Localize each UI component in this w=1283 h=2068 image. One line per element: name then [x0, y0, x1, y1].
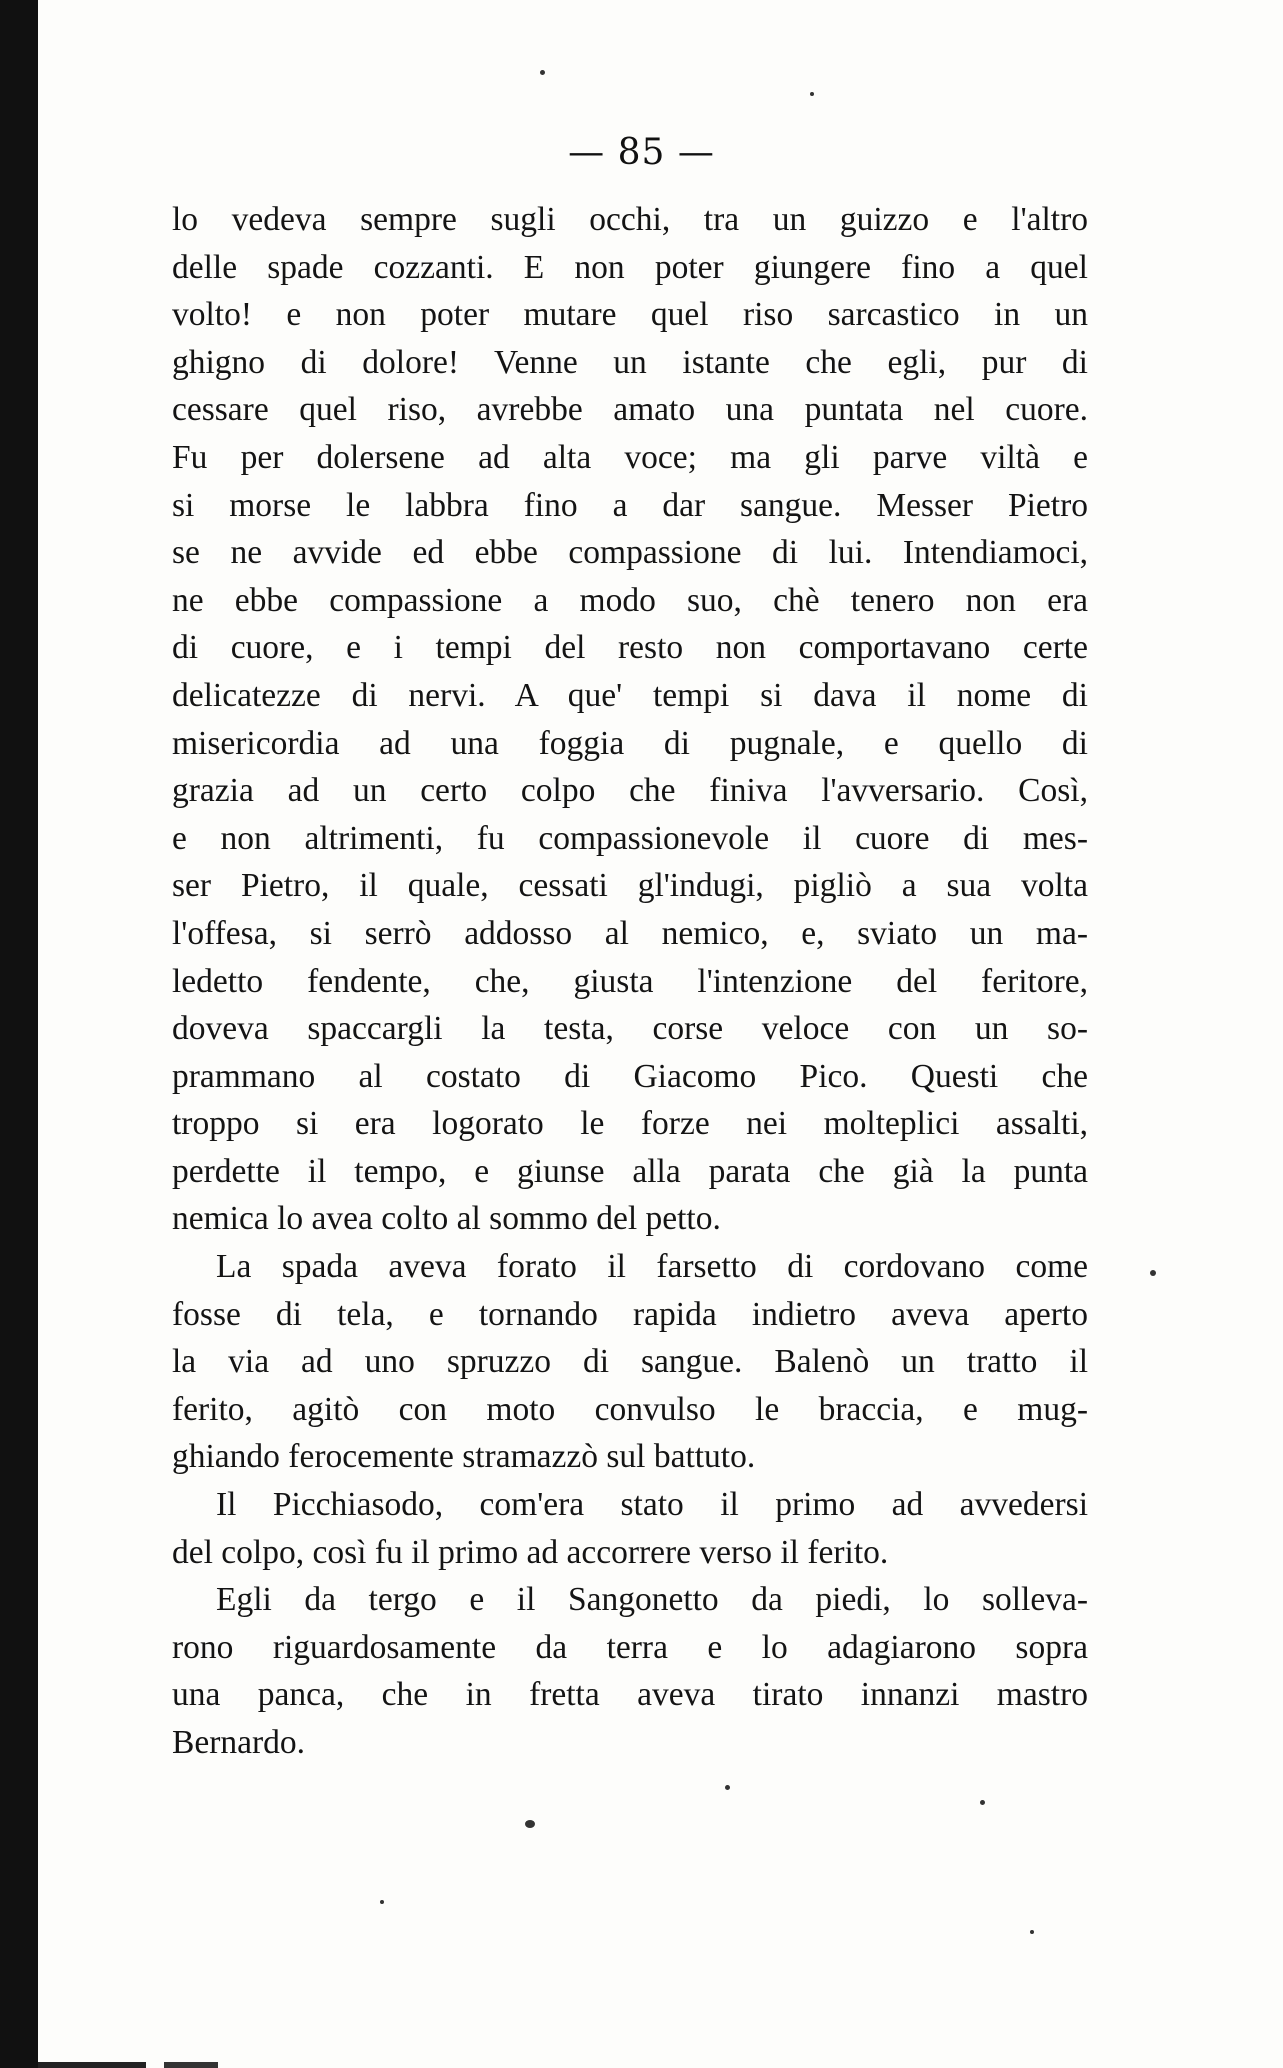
text-line: delle spade cozzanti. E non poter giungere fino a quel	[172, 248, 1088, 286]
page-binding-edge	[0, 0, 38, 2068]
text-line: delicatezze di nervi. A que' tempi si dava il nome di	[172, 676, 1088, 714]
text-line: e non altrimenti, fu compassionevole il cuore di mes-	[172, 819, 1088, 857]
text-line: La spada aveva forato il farsetto di cordovano come	[216, 1248, 1088, 1286]
ink-speck	[380, 1900, 384, 1904]
text-line: del colpo, così fu il primo ad accorrere verso il ferito.	[172, 1533, 889, 1571]
body-text	[172, 196, 1088, 1767]
text-line: grazia ad un certo colpo che finiva l'avversario. Così,	[172, 772, 1088, 810]
ink-speck	[525, 1820, 535, 1828]
text-line: cessare quel riso, avrebbe amato una puntata nel cuore.	[172, 391, 1088, 429]
page-number: — 85 —	[568, 132, 715, 173]
text-line: Il Picchiasodo, com'era stato il primo ad avvedersi	[216, 1486, 1088, 1524]
ink-speck	[980, 1800, 985, 1805]
text-line: se ne avvide ed ebbe compassione di lui. Intendiamoci,	[172, 534, 1088, 572]
text-line: la via ad uno spruzzo di sangue. Balenò un tratto il	[172, 1343, 1088, 1381]
page-bottom-edge	[38, 2062, 218, 2068]
text-line: Egli da tergo e il Sangonetto da piedi, lo solleva-	[216, 1581, 1088, 1619]
text-line: una panca, che in fretta aveva tirato innanzi mastro	[172, 1676, 1088, 1714]
ink-speck	[725, 1785, 730, 1790]
text-line: fosse di tela, e tornando rapida indietro aveva aperto	[172, 1295, 1088, 1333]
text-line: si morse le labbra fino a dar sangue. Messer Pietro	[172, 486, 1088, 524]
text-line: volto! e non poter mutare quel riso sarcastico in un	[172, 296, 1088, 334]
text-line: perdette il tempo, e giunse alla parata che già la punta	[172, 1152, 1088, 1190]
text-line: rono riguardosamente da terra e lo adagiarono sopra	[172, 1628, 1088, 1666]
text-line: ghigno di dolore! Venne un istante che egli, pur di	[172, 343, 1088, 381]
text-line: ne ebbe compassione a modo suo, chè tenero non era	[172, 581, 1088, 619]
text-line: doveva spaccargli la testa, corse veloce con un so-	[172, 1010, 1088, 1048]
text-line: di cuore, e i tempi del resto non comportavano certe	[172, 629, 1088, 667]
text-line: ferito, agitò con moto convulso le braccia, e mug-	[172, 1390, 1088, 1428]
ink-speck	[540, 70, 545, 75]
ink-speck	[1150, 1270, 1156, 1276]
text-line: ghiando ferocemente stramazzò sul battuto.	[172, 1438, 756, 1476]
ink-speck	[1030, 1930, 1034, 1934]
text-line: nemica lo avea colto al sommo del petto.	[172, 1200, 721, 1238]
text-line: ledetto fendente, che, giusta l'intenzione del feritore,	[172, 962, 1088, 1000]
ink-speck	[810, 92, 814, 96]
text-line: misericordia ad una foggia di pugnale, e quello di	[172, 724, 1088, 762]
text-line: Fu per dolersene ad alta voce; ma gli parve viltà e	[172, 438, 1088, 476]
text-line: prammano al costato di Giacomo Pico. Questi che	[172, 1057, 1088, 1095]
text-line: troppo si era logorato le forze nei molteplici assalti,	[172, 1105, 1088, 1143]
text-line: l'offesa, si serrò addosso al nemico, e, sviato un ma-	[172, 914, 1088, 952]
text-line: lo vedeva sempre sugli occhi, tra un guizzo e l'altro	[172, 201, 1088, 238]
text-line: Bernardo.	[172, 1724, 306, 1761]
text-line: ser Pietro, il quale, cessati gl'indugi, pigliò a sua volta	[172, 867, 1088, 905]
